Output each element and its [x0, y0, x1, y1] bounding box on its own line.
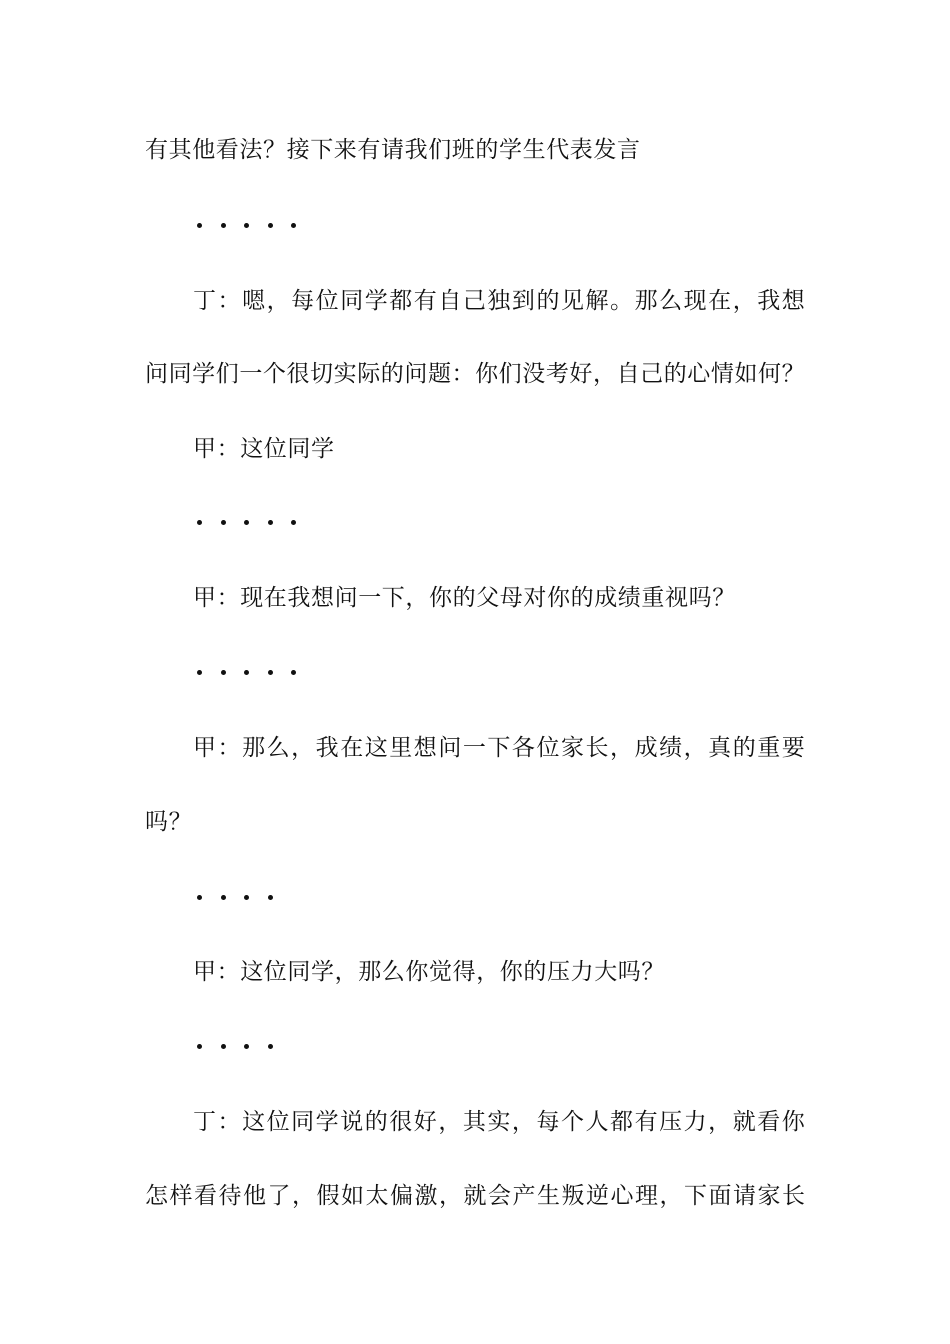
text-char: 何: [758, 361, 782, 387]
text-char: 位: [536, 735, 560, 761]
text-char: 请: [733, 1183, 756, 1209]
text-char: 心: [610, 1183, 634, 1209]
text-char: ，: [291, 735, 315, 761]
text-char: 学: [192, 361, 216, 387]
text-char: 同: [340, 288, 364, 314]
text-char: 如: [341, 1183, 364, 1209]
text-char: 学: [315, 1109, 339, 1135]
text-char: 这: [364, 735, 388, 761]
text-char: 成: [634, 735, 658, 761]
text-char: 甲: [193, 735, 216, 761]
text-char: 看: [194, 1183, 217, 1209]
text-char: 重: [757, 735, 781, 761]
text-char: 家: [560, 735, 584, 761]
text-char: 下: [487, 735, 511, 761]
text-char: 我: [315, 735, 339, 761]
text-char: 很: [286, 361, 310, 387]
text-char: 就: [732, 1109, 756, 1135]
text-char: 一: [462, 735, 486, 761]
ellipsis-dot: [268, 670, 273, 675]
ellipsis-dot: [268, 1044, 273, 1049]
text-char: 际: [357, 361, 381, 387]
text-char: 解: [585, 288, 609, 314]
text-char: 绩: [659, 735, 683, 761]
text-char: 压: [659, 1109, 683, 1135]
text-char: ？: [781, 361, 805, 387]
text-line: 甲：现在我想问一下，你的父母对你的成绩重视吗？: [193, 585, 736, 611]
text-char: 假: [316, 1183, 340, 1209]
text-char: 同: [291, 1109, 315, 1135]
ellipsis-dot: [221, 520, 226, 525]
text-char: ，: [732, 288, 756, 314]
text-char: 独: [487, 288, 511, 314]
text-char: 有: [413, 288, 437, 314]
ellipsis-dot: [291, 520, 296, 525]
text-line: 吗？: [145, 809, 193, 835]
text-char: 力: [683, 1109, 707, 1135]
text-line: [193, 732, 805, 764]
text-char: 叛: [561, 1183, 585, 1209]
text-char: 个: [560, 1109, 584, 1135]
text-char: 题: [427, 361, 451, 387]
text-char: 嗯: [242, 288, 266, 314]
text-char: 每: [536, 1109, 560, 1135]
text-char: 丁: [193, 288, 216, 314]
text-char: ：: [217, 1109, 241, 1135]
text-line: [193, 285, 805, 317]
text-char: 想: [413, 735, 437, 761]
text-char: 的: [732, 735, 756, 761]
text-char: 长: [782, 1183, 805, 1209]
text-char: 那: [242, 735, 266, 761]
text-char: ，: [659, 1183, 683, 1209]
ellipsis-dot: [291, 223, 296, 228]
text-line: [145, 1180, 805, 1212]
text-char: ，: [683, 735, 707, 761]
ellipsis-dot: [244, 670, 249, 675]
text-char: 位: [266, 1109, 290, 1135]
ellipsis-dots: [197, 666, 296, 678]
text-char: 逆: [586, 1183, 609, 1209]
text-char: 怎: [145, 1183, 168, 1209]
text-char: ：: [217, 288, 241, 314]
ellipsis-dot: [244, 520, 249, 525]
text-char: 家: [757, 1183, 781, 1209]
text-char: 有: [634, 1109, 658, 1135]
ellipsis-dot: [197, 1044, 202, 1049]
text-char: 如: [734, 361, 758, 387]
text-char: ，: [708, 1109, 732, 1135]
text-char: 了: [267, 1183, 291, 1209]
ellipsis-dot: [197, 520, 202, 525]
text-char: 激: [414, 1183, 438, 1209]
text-char: 的: [536, 288, 560, 314]
text-char: 实: [333, 361, 357, 387]
text-char: 考: [545, 361, 569, 387]
text-char: 己: [462, 288, 486, 314]
text-char: ，: [292, 1183, 315, 1209]
text-char: 们: [215, 361, 239, 387]
text-char: 里: [389, 735, 413, 761]
ellipsis-dot: [244, 1044, 249, 1049]
ellipsis-dot: [221, 895, 226, 900]
text-char: 在: [708, 288, 732, 314]
text-char: 切: [310, 361, 334, 387]
text-char: 丁: [193, 1109, 216, 1135]
text-char: 会: [488, 1183, 511, 1209]
ellipsis-dot: [197, 223, 202, 228]
ellipsis-dot: [244, 895, 249, 900]
text-char: 说: [340, 1109, 364, 1135]
text-char: 下: [684, 1183, 707, 1209]
text-char: 样: [169, 1183, 193, 1209]
text-line: [193, 1106, 805, 1138]
text-char: 理: [635, 1183, 658, 1209]
text-char: 就: [463, 1183, 487, 1209]
text-char: 很: [389, 1109, 413, 1135]
text-char: 心: [687, 361, 711, 387]
text-char: 现: [683, 288, 707, 314]
text-char: 到: [511, 288, 535, 314]
text-char: 同: [168, 361, 192, 387]
text-char: 想: [781, 288, 805, 314]
text-char: 都: [610, 1109, 634, 1135]
text-char: 这: [242, 1109, 266, 1135]
text-char: 问: [438, 735, 462, 761]
text-char: 太: [365, 1183, 389, 1209]
text-char: 要: [781, 735, 805, 761]
ellipsis-dot: [221, 1044, 226, 1049]
text-char: ，: [592, 361, 616, 387]
text-char: 你: [475, 361, 499, 387]
ellipsis-dot: [197, 895, 202, 900]
text-char: 的: [364, 1109, 388, 1135]
text-char: ：: [451, 361, 475, 387]
text-char: 自: [616, 361, 640, 387]
text-char: 每: [291, 288, 315, 314]
text-line: 有其他看法？接下来有请我们班的学生代表发言: [145, 137, 641, 163]
text-char: ，: [610, 735, 634, 761]
text-char: 长: [585, 735, 609, 761]
ellipsis-dot: [221, 223, 226, 228]
text-char: 那: [634, 288, 658, 314]
text-char: 生: [537, 1183, 560, 1209]
text-char: ，: [439, 1183, 462, 1209]
text-char: 真: [708, 735, 732, 761]
text-char: ：: [217, 735, 241, 761]
text-char: 人: [585, 1109, 609, 1135]
ellipsis-dot: [268, 895, 273, 900]
text-char: 见: [560, 288, 584, 314]
text-char: 么: [659, 288, 683, 314]
text-char: 在: [340, 735, 364, 761]
text-char: ，: [266, 288, 290, 314]
text-char: 产: [512, 1183, 536, 1209]
text-char: 问: [404, 361, 428, 387]
text-char: ，: [438, 1109, 462, 1135]
text-char: 我: [757, 288, 781, 314]
text-char: 好: [413, 1109, 437, 1135]
text-char: 偏: [390, 1183, 413, 1209]
text-char: 学: [364, 288, 388, 314]
text-char: 实: [487, 1109, 511, 1135]
text-char: ，: [511, 1109, 535, 1135]
ellipsis-dot: [244, 223, 249, 228]
ellipsis-dot: [291, 670, 296, 675]
text-char: 待: [218, 1183, 242, 1209]
ellipsis-dot: [268, 223, 273, 228]
text-char: 他: [243, 1183, 266, 1209]
text-char: 的: [663, 361, 687, 387]
ellipsis-dot: [268, 520, 273, 525]
text-char: 面: [708, 1183, 732, 1209]
text-char: 么: [266, 735, 290, 761]
ellipsis-dots: [197, 1040, 273, 1052]
text-char: 你: [781, 1109, 805, 1135]
text-char: 情: [710, 361, 734, 387]
ellipsis-dots: [197, 219, 296, 231]
text-char: 己: [640, 361, 664, 387]
ellipsis-dot: [221, 670, 226, 675]
text-char: 好: [569, 361, 593, 387]
text-char: 自: [438, 288, 462, 314]
text-char: 其: [462, 1109, 486, 1135]
text-char: 问: [145, 361, 168, 387]
text-char: 位: [315, 288, 339, 314]
text-char: 都: [389, 288, 413, 314]
text-char: 。: [610, 288, 634, 314]
text-char: 没: [522, 361, 546, 387]
text-char: 一: [239, 361, 263, 387]
text-char: 各: [511, 735, 535, 761]
text-line: 甲：这位同学，那么你觉得，你的压力大吗？: [193, 959, 665, 985]
text-char: 个: [262, 361, 286, 387]
text-char: 们: [498, 361, 522, 387]
ellipsis-dot: [197, 670, 202, 675]
text-char: 看: [757, 1109, 781, 1135]
text-line: [145, 358, 805, 390]
ellipsis-dots: [197, 891, 273, 903]
text-char: 的: [380, 361, 404, 387]
ellipsis-dots: [197, 516, 296, 528]
text-line: 甲：这位同学: [193, 436, 335, 462]
